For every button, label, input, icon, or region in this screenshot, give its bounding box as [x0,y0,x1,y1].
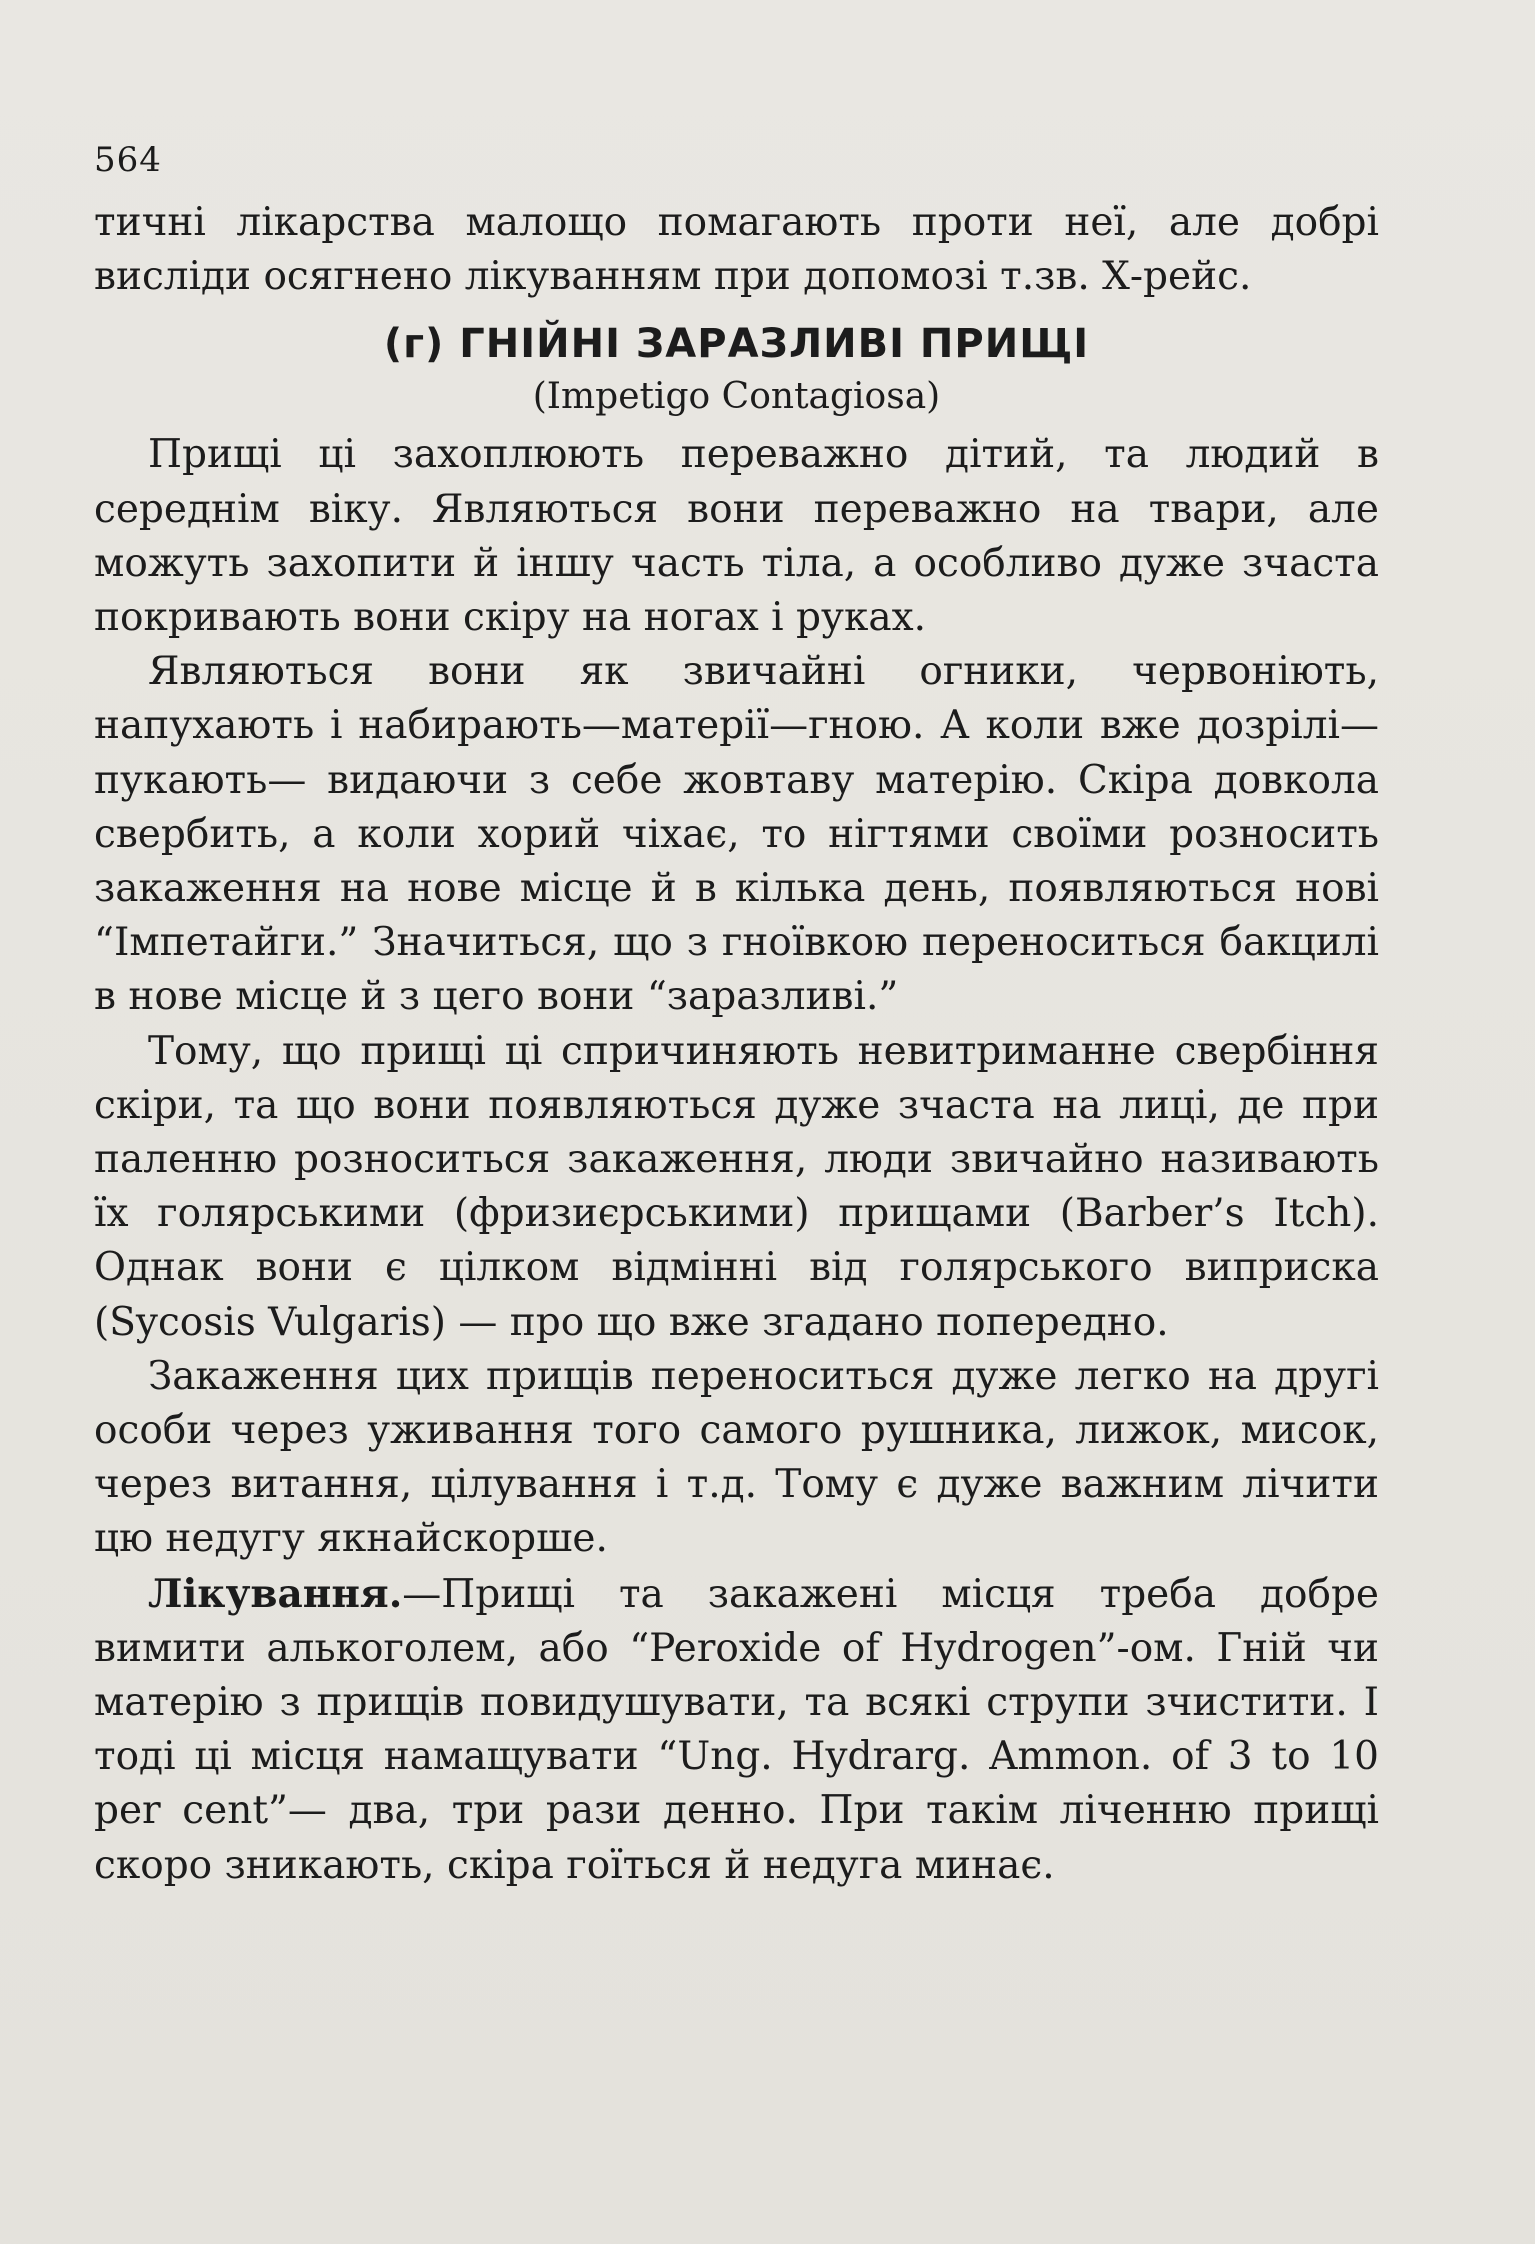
treatment-label: Лікування. [148,1570,403,1617]
section-heading: (г) ГНІЙНІ ЗАРАЗЛИВІ ПРИЩІ [383,321,1090,368]
body-paragraph-2: Являються вони як звичайні огники, червоніють, напухають і набирають—матерії—гною. А коли вже дозрілі— пукають— видаючи з себе жовтаву матерію. Скіра довкола свербить, а коли хорий чіхає, то нігтями своїми розносить закаження на нове місце й в кілька день, появляються нові “Імпетайги.” Значиться, що з гноївкою переноситься бакцилі в нове місце й з цего вони “заразливі.” [94,649,1379,1020]
body-paragraph-3: Тому, що прищі ці спричиняють невитриманне свербіння скіри, та що вони появляються дуже зчаста на лиці, де при паленню розноситься закаження, люди звичайно називають їх голярськими (фризиєрськими) прищами (Barber’s Itch). Однак вони є цілком відмінні від голярського виприска (Sycosis Vulgaris) — про що вже згадано попередно. [94,1028,1379,1345]
treatment-paragraph [94,1567,1379,1893]
section-subheading: (Impetigo Contagiosa) [532,376,941,418]
treatment-text: —Прищі та закажені місця треба добре вимити алькоголем, або “Peroxide of Hydrogen”-ом. Гній чи матерію з прищів повидушувати, та всякі струпи зчистити. І тоді ці місця намащувати “Ung. Hydrarg. Ammon. of 3 to 10 per cent”— два, три рази денно. При такім лiченню прищі скоро зникають, скіра гоїться й недуга минає. [94,1571,1379,1888]
page-number: 564 [94,140,162,180]
page-body [94,196,1379,1893]
intro-paragraph: тичні лікарства малощо помагають проти неї, але добрі висліди осягнено лікуванням при допомозі т.зв. Х-рейс. [94,200,1379,300]
body-paragraph-1: Прищі ці захоплюють переважно дітий, та людий в середнім віку. Являються вони переважно на твари, але можуть захопити й іншу часть тіла, а особливо дуже зчаста покривають вони скіру на ногах і руках. [94,432,1379,641]
body-paragraph-4: Закаження цих прищів переноситься дуже легко на другі особи через уживання того самого рушника, лижок, мисок, через витання, цілування і т.д. Тому є дуже важним лічити цю недугу якнайскорше. [94,1353,1379,1562]
